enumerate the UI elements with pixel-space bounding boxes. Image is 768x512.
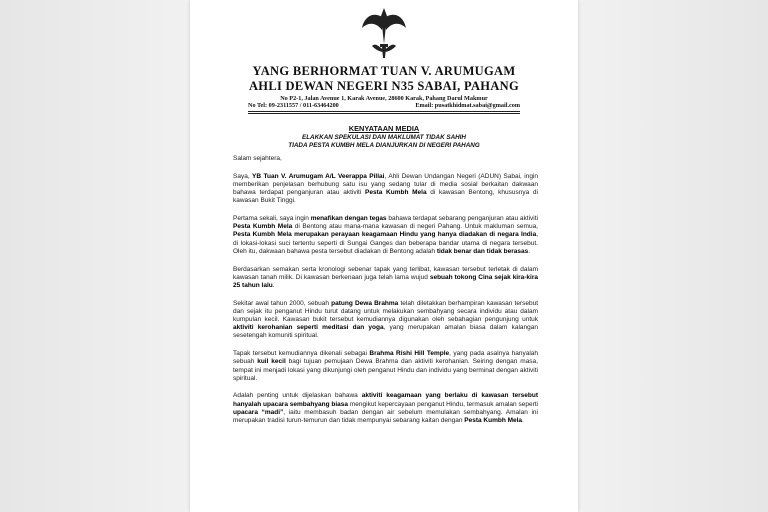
bold-text: Pesta Kumbh Mela <box>365 189 427 197</box>
header-divider <box>248 111 520 112</box>
paragraph-text: di kawasan Bentong, khususnya di kawasan Bukit Tinggi. <box>233 189 538 205</box>
bold-text: kuil kecil <box>257 358 286 366</box>
header-contacts <box>248 102 520 109</box>
bold-text: upacara “madi” <box>233 408 284 416</box>
paragraph-text: . <box>522 417 524 425</box>
paragraph-text: di Bentong atau mana-mana kawasan di negeri Pahang. Untuk makluman semua, <box>292 223 538 231</box>
header-name: YANG BERHORMAT TUAN V. ARUMUGAM <box>252 64 516 78</box>
bold-text: sebuah tokong Cina sejak kira-kira 25 tahun lalu <box>233 273 538 289</box>
document-subtitle-1: ELAKKAN SPEKULASI DAN MAKLUMAT TIDAK SAHIH <box>302 134 466 141</box>
body-paragraph <box>233 300 538 341</box>
header-divider-thin <box>248 113 520 114</box>
paragraph-text: mengikut kepercayaan penganut Hindu, termasuk amalan seperti <box>348 400 538 408</box>
paragraph-text: bahawa terdapat sebarang penganjuran atau aktiviti <box>386 215 538 223</box>
document-subtitle-2: TIADA PESTA KUMBH MELA DIANJURKAN DI NEGERI PAHANG <box>288 142 480 149</box>
body-paragraph <box>233 215 538 256</box>
bold-text: Brahma Rishi Hill Temple <box>369 350 450 358</box>
bold-text: Pesta Kumbh Mela <box>233 223 293 231</box>
body-paragraph <box>233 392 538 425</box>
header-phone: No Tel: 09-2311557 / 011-63464200 <box>248 102 339 109</box>
paragraph-text: , Ahli Dewan Undangan Negeri (ADUN) Sabai, ingin memberikan penjelasan berhubung satu isu yang sedang tular di media sosial berkaitan dakwaan bahawa terdapat penganjuran atau aktiviti <box>233 172 538 197</box>
paragraph-text: Berdasarkan semakan serta kronologi sebenar tapak yang terlibat, kawasan tersebut terletak di dalam kawasan tanah milik. Di kawasan berkenaan juga telah lama wujud <box>233 265 538 281</box>
header-address: No P2-1, Jalan Avenue 1, Karak Avenue, 28600 Karak, Pahang Darul Makmur <box>280 95 488 102</box>
bold-text: Pesta Kumbh Mela merupakan perayaan keagamaan Hindu yang hanya diadakan di negara India <box>233 231 537 239</box>
document-body <box>233 155 538 435</box>
body-paragraph <box>233 350 538 383</box>
greeting: Salam sejahtera, <box>233 155 282 162</box>
body-paragraph <box>233 266 538 291</box>
bold-text: aktiviti kerohanian seperti meditasi dan yoga <box>233 324 384 332</box>
paragraph-text: , yang pada asalnya hanyalah sebuah <box>233 350 539 366</box>
document-page <box>190 0 578 512</box>
paragraph-text: , yang merupakan amalan biasa dalam kalangan sesetengah komuniti spiritual. <box>233 324 539 340</box>
paragraph-text: Tapak tersebut kemudiannya dikenali sebagai <box>233 350 370 358</box>
paragraph-text: Saya, <box>233 172 253 180</box>
paragraph-text: Adalah penting untuk dijelaskan bahawa <box>233 392 362 400</box>
paragraph-text: telah diletakkan berhampiran kawasan tersebut dan sejak itu penganut Hindu turut datang untuk melakukan sembahyang secara individu atau dalam kumpulan kecil. Kawasan bukit tersebut kemudiannya digunakan oleh sebahagian pengunjung untuk <box>233 299 539 324</box>
state-crest-icon <box>358 4 410 64</box>
paragraph-text: . <box>528 247 531 255</box>
paragraph-text: Sekitar awal tahun 2000, sebuah <box>233 299 332 307</box>
header-title: AHLI DEWAN NEGERI N35 SABAI, PAHANG <box>248 79 520 93</box>
paragraph-text: . <box>272 281 275 289</box>
paragraph-text: bagi tujuan pemujaan Dewa Brahma dan aktiviti kerohanian. Seiring dengan masa, tempat ini menjadi lokasi yang dikunjungi oleh penganut Hindu dan individu yang berminat dengan aktiviti spiritual. <box>233 358 538 382</box>
paragraph-text: , iaitu membasuh badan dengan air sebelum memulakan sembahyang. Amalan ini merupakan tradisi turun-temurun dan tidak mempunyai sebarang kaitan dengan <box>233 408 538 425</box>
bold-text: aktiviti keagamaan yang berlaku di kawasan tersebut hanyalah upacara sembahyang biasa <box>233 392 539 408</box>
paragraph-text: Pertama sekali, saya ingin <box>233 215 311 223</box>
body-paragraph <box>233 173 538 206</box>
bold-text: YB Tuan V. Arumugam A/L Veerappa Pillai <box>252 172 385 180</box>
paragraph-text: , di lokasi-lokasi suci tertentu seperti di Sungai Ganges dan beberapa bandar utama di negara tersebut. Oleh itu, dakwaan bahawa pesta tersebut diadakan di Bentong adalah <box>233 231 538 255</box>
background-right <box>578 0 768 512</box>
bold-text: tidak benar dan tidak berasas <box>436 247 529 255</box>
background-left <box>0 0 190 512</box>
bold-text: menafikan dengan tegas <box>310 215 387 223</box>
header-email: Email: pusatkhidmat.sabai@gmail.com <box>415 102 520 109</box>
document-heading: KENYATAAN MEDIA <box>348 124 420 133</box>
paragraph-list <box>233 173 538 426</box>
bold-text: patung Dewa Brahma <box>331 299 399 307</box>
bold-text: Pesta Kumbh Mela <box>464 417 523 425</box>
